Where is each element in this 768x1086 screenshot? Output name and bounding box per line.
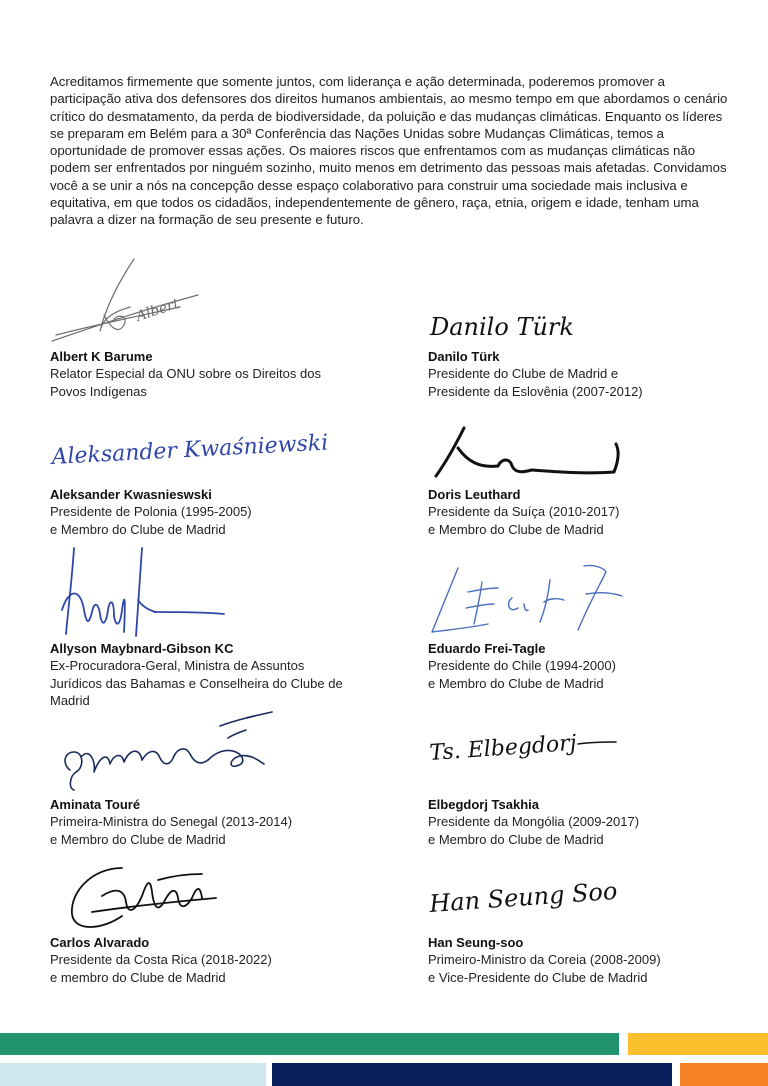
signatory-role: Presidente da Costa Rica (2018-2022) e membro do Clube de Madrid: [50, 952, 272, 985]
footer-bar-green: [0, 1033, 619, 1055]
signatory-name: Elbegdorj Tsakhia: [428, 797, 540, 812]
signature-danilo-turk: [428, 305, 598, 345]
intro-paragraph: Acreditamos firmemente que somente juntos, com liderança e ação determinada, poderemos promover a participação ativa dos defensores dos direitos humanos ambientais, ao mesmo tempo em que abordamos o cenário crítico do desmatamento, da perda de biodiversidade, da poluição e das mudanças climáticas. Enquanto os líderes se preparam em Belém para a 30ª Conferência das Nações Unidas sobre Mudanças Climáticas, temos a oportunidade de promover essas ações. Os maiores riscos que enfrentamos com as mudanças climáticas não podem ser enfrentados por ninguém sozinho, muito menos em detrimento das pessoas mais afetadas. Convidamos você a se unir a nós na concepção desse espaço colaborativo para construir uma sociedade mais inclusiva e equitativa, em que todos os cidadãos, independentemente de gênero, raça, etnia, origem e idade, tenham uma palavra a dizer na formação de seu presente e futuro.: [50, 74, 728, 228]
svg-text:Ts. Elbegdorj: Ts. Elbegdorj: [428, 730, 578, 766]
signatory-name: Han Seung-soo: [428, 935, 524, 950]
signature-han-seung-soo: [428, 872, 618, 932]
svg-text:Albert: Albert: [134, 295, 182, 325]
signature-allyson-maynard-gibson: [58, 540, 228, 640]
signatory-name: Eduardo Frei-Tagle: [428, 641, 546, 656]
signatory-name: Danilo Türk: [428, 349, 500, 364]
signatory-role: Primeiro-Ministro da Coreia (2008-2009) e Vice-Presidente do Clube de Madrid: [428, 952, 661, 985]
signature-doris-leuthard: [428, 422, 628, 484]
signature-elbegdorj-tsakhia: [428, 730, 628, 776]
signatory-role: Presidente do Chile (1994-2000) e Membro do Clube de Madrid: [428, 658, 616, 691]
signature-eduardo-frei: [428, 558, 628, 638]
svg-text:Aleksander Kwaśniewski: Aleksander Kwaśniewski: [51, 430, 329, 470]
svg-text:Han Seung Soo: Han Seung Soo: [428, 876, 619, 918]
signatory-role: Presidente de Polonia (1995-2005) e Membro do Clube de Madrid: [50, 504, 252, 537]
footer-bar-orange: [680, 1063, 768, 1086]
signatory-role: Presidente do Clube de Madrid e Presidente da Eslovênia (2007-2012): [428, 366, 643, 399]
footer-bar-navy: [272, 1063, 672, 1086]
signature-aleksander-kwasniewski: [50, 430, 330, 476]
signatory-role: Relator Especial da ONU sobre os Direitos dos Povos Indígenas: [50, 366, 321, 399]
signatory-role: Primeira-Ministra do Senegal (2013-2014) e Membro do Clube de Madrid: [50, 814, 293, 847]
signatory-name: Aleksander Kwasnieswski: [50, 487, 212, 502]
signatory-name: Allyson Maybnard-Gibson KC: [50, 641, 234, 656]
signature-carlos-alvarado: [62, 862, 232, 936]
signature-aminata-toure: [60, 708, 280, 794]
signatory-name: Doris Leuthard: [428, 487, 521, 502]
signature-albert-barume: [48, 255, 208, 347]
signatory-role: Ex-Procuradora-Geral, Ministra de Assuntos Jurídicos das Bahamas e Conselheira do Clube de Madrid: [50, 658, 343, 708]
footer-bar-light-blue: [0, 1063, 266, 1086]
signatory-name: Carlos Alvarado: [50, 935, 150, 950]
footer-bar-yellow: [628, 1033, 768, 1055]
signatory-name: Aminata Touré: [50, 797, 141, 812]
svg-text:Danilo Türk: Danilo Türk: [430, 313, 574, 341]
signatory-role: Presidente da Mongólia (2009-2017) e Membro do Clube de Madrid: [428, 814, 640, 847]
signatory-name: Albert K Barume: [50, 349, 153, 364]
signatory-role: Presidente da Suíça (2010-2017) e Membro do Clube de Madrid: [428, 504, 620, 537]
